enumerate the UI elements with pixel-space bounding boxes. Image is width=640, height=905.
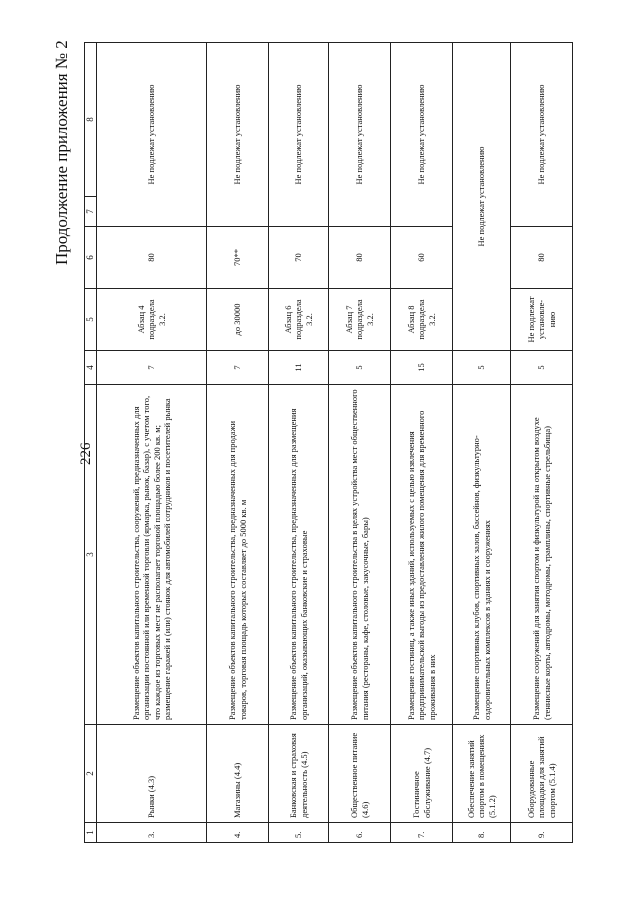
cell-col6: 80: [329, 227, 391, 289]
cell-col6: 70: [269, 227, 329, 289]
column-number-row: [85, 43, 97, 843]
use-type-name: Общественное питание (4.6): [329, 725, 391, 823]
cell-col5: Абзац 6 подраздела 3.2.: [269, 289, 329, 351]
use-description: Размещение объектов капитального строительства, предназначенных для продажи товаров, торговая площадь которых составляет до 5000 кв. м: [207, 385, 269, 725]
row-number: 7.: [391, 823, 453, 843]
cell-col5-8: Не подлежат установлению: [453, 43, 511, 351]
use-description: Размещение объектов капитального строительства, предназначенных для размещения организаций, оказывающих банковские и страховые: [269, 385, 329, 725]
cell-col4: 5: [453, 351, 511, 385]
use-type-name: Банковская и страховая деятельность (4.5): [269, 725, 329, 823]
col-number: 2: [85, 725, 97, 823]
use-type-name: Оборудованные площадки для занятий спортом (5.1.4): [511, 725, 573, 823]
table-row: [97, 43, 207, 843]
row-number: 5.: [269, 823, 329, 843]
cell-col7-8: Не подлежат установлению: [511, 43, 573, 227]
cell-col4: 15: [391, 351, 453, 385]
cell-col7-8: Не подлежат установлению: [391, 43, 453, 227]
col-number: 4: [85, 351, 97, 385]
use-type-name: Гостиничное обслуживание (4.7): [391, 725, 453, 823]
row-number: 4.: [207, 823, 269, 843]
table-row: [511, 43, 573, 843]
cell-col6: 60: [391, 227, 453, 289]
use-type-name: Магазины (4.4): [207, 725, 269, 823]
cell-col6: 70**: [207, 227, 269, 289]
table-row: [269, 43, 329, 843]
use-description: Размещение сооружений для занятия спортом и физкультурой на открытом воздухе (теннисные корты, автодромы, мотодромы, трамплины, спортивные стрельбища): [511, 385, 573, 725]
cell-col5: Абзац 7 подраздела 3.2.: [329, 289, 391, 351]
cell-col6: 80: [97, 227, 207, 289]
use-description: Размещение гостиниц, а также иных зданий, используемых с целью извлечения предпринимательской выгоды из предоставления жилого помещения для временного проживания в них: [391, 385, 453, 725]
cell-col5: Абзац 8 подраздела 3.2.: [391, 289, 453, 351]
use-type-name: Рынки (4.3): [97, 725, 207, 823]
row-number: 9.: [511, 823, 573, 843]
cell-col7-8: Не подлежат установлению: [207, 43, 269, 227]
cell-col4: 7: [97, 351, 207, 385]
appendix-continuation-title: Продолжение приложения № 2: [52, 40, 71, 265]
use-description: Размещение спортивных клубов, спортивных залов, бассейнов, физкультурно-оздоровительных комплексов в зданиях и сооружениях: [453, 385, 511, 725]
row-number: 8.: [453, 823, 511, 843]
cell-col5: Не подлежат установле-нию: [511, 289, 573, 351]
cell-col7-8: Не подлежат установлению: [97, 43, 207, 227]
col-number: 7: [85, 197, 97, 227]
col-number: 1: [85, 823, 97, 843]
cell-col6: 80: [511, 227, 573, 289]
cell-col5: Абзац 4 подраздела 3.2.: [97, 289, 207, 351]
cell-col7-8: Не подлежат установлению: [269, 43, 329, 227]
cell-col4: 5: [329, 351, 391, 385]
col-number: 3: [85, 385, 97, 725]
use-description: Размещение объектов капитального строительства, сооружений, предназначенных для организации постоянной или временной торговли (ярмарка, рынок, базар), с учетом того, что каждое из торговых мест не располагает торговой площадью более 200 кв. м; размещение гаражей и (или) стоянок для автомобилей сотрудников и посетителей рынка: [97, 385, 207, 725]
zoning-table: [84, 42, 573, 843]
cell-col5: до 30000: [207, 289, 269, 351]
row-number: 3.: [97, 823, 207, 843]
col-number: 6: [85, 227, 97, 289]
col-number: 8: [85, 43, 97, 197]
col-number: 5: [85, 289, 97, 351]
page-number: 226: [78, 442, 94, 465]
cell-col4: 5: [511, 351, 573, 385]
table-row: [329, 43, 391, 843]
row-number: 6.: [329, 823, 391, 843]
cell-col4: 11: [269, 351, 329, 385]
use-type-name: Обеспечение занятий спортом в помещениях (5.1.2): [453, 725, 511, 823]
cell-col4: 7: [207, 351, 269, 385]
table-row: [453, 43, 511, 843]
use-description: Размещение объектов капитального строительства в целях устройства мест общественного питания (рестораны, кафе, столовые, закусочные, бары): [329, 385, 391, 725]
table-row: [391, 43, 453, 843]
table-row: [207, 43, 269, 843]
cell-col7-8: Не подлежат установлению: [329, 43, 391, 227]
